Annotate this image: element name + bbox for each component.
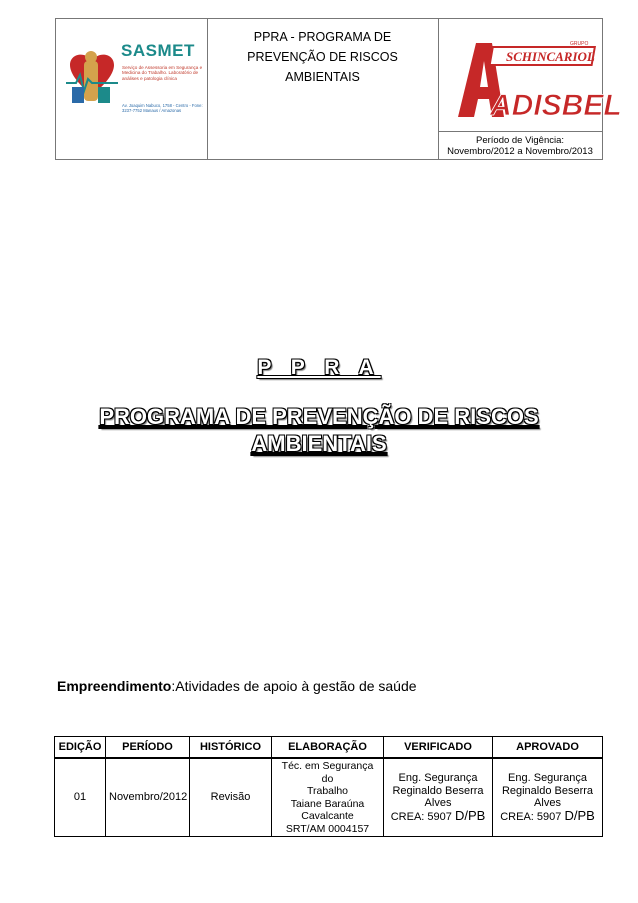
header-historico: HISTÓRICO	[190, 737, 272, 759]
table-header-row	[55, 737, 603, 759]
vigencia-label: Período de Vigência:	[475, 135, 565, 146]
header-title-line-3: AMBIENTAIS	[285, 70, 360, 84]
header-periodo: PERÍODO	[106, 737, 190, 759]
cell-aprovado	[493, 758, 603, 837]
program-title-line-2: AMBIENTAIS	[251, 431, 387, 456]
cell-verificado	[384, 758, 493, 837]
cell-periodo: Novembro/2012	[106, 758, 190, 837]
sasmet-logo-cell	[56, 19, 208, 159]
aprovado-line-1: Eng. Segurança	[508, 772, 587, 784]
verificado-uf: D/PB	[454, 807, 486, 823]
sasmet-name: SASMET	[121, 41, 195, 60]
verificado-line-1: Eng. Segurança	[398, 772, 478, 784]
approval-table	[54, 736, 603, 837]
elaboracao-line-5: SRT/AM 0004157	[285, 822, 370, 835]
sasmet-emblem-icon	[64, 43, 120, 113]
adisbel-brand-top: SCHINCARIOL	[506, 49, 595, 64]
elaboracao-line-1: Téc. em Segurança do	[281, 760, 374, 785]
adisbel-logo-cell	[438, 19, 622, 159]
ppra-acronym: P P R A	[257, 356, 381, 379]
aprovado-uf: D/PB	[564, 807, 595, 823]
elaboracao-line-2: Trabalho	[306, 785, 349, 797]
empreendimento-value: Atividades de apoio à gestão de saúde	[175, 678, 417, 694]
elaboracao-line-4: Cavalcante	[301, 810, 354, 822]
empreendimento: Empreendimento:Atividades de apoio à gestão de saúde	[57, 678, 417, 694]
program-title-line-1: PROGRAMA DE PREVENÇÃO DE RISCOS	[99, 404, 539, 429]
sasmet-tagline: Serviço de Assessoria em Segurança e Medicina do Trabalho. Laboratório de análises e patologia clínica	[122, 65, 203, 81]
vigencia-box	[438, 131, 602, 159]
cell-elaboracao	[272, 758, 384, 837]
adisbel-brand-main: ADISBEL	[490, 89, 622, 122]
aprovado-crea: CREA: 5907	[500, 810, 562, 823]
header-title	[207, 27, 438, 87]
verificado-crea: CREA: 5907	[390, 810, 452, 823]
program-title	[0, 403, 638, 457]
document-header	[55, 18, 622, 160]
header-title-cell	[207, 19, 439, 159]
adisbel-logo	[452, 29, 622, 122]
adisbel-group-label: GRUPO	[570, 41, 589, 47]
cell-edicao: 01	[55, 758, 106, 837]
header-edicao: EDIÇÃO	[55, 737, 106, 759]
header-aprovado: APROVADO	[493, 737, 603, 759]
empreendimento-label: Empreendimento	[57, 678, 172, 694]
header-elaboracao: ELABORAÇÃO	[272, 737, 384, 759]
verificado-line-4	[387, 807, 489, 824]
aprovado-line-4	[496, 807, 599, 824]
header-verificado: VERIFICADO	[384, 737, 493, 759]
header-title-line-1: PPRA - PROGRAMA DE	[253, 30, 392, 44]
aprovado-line-3: Alves	[534, 797, 561, 809]
sasmet-address: Av. Joaquim Nabuco, 1758 - Centro - Fone: 3237-7752 Manaus / Amazonas	[122, 103, 203, 113]
vigencia-value: Novembro/2012 a Novembro/2013	[447, 146, 593, 157]
verificado-line-3: Alves	[424, 797, 452, 809]
sasmet-logo	[64, 43, 202, 123]
table-row	[55, 758, 603, 837]
elaboracao-line-3: Taiane Baraúna	[290, 797, 365, 810]
cell-historico: Revisão	[190, 758, 272, 837]
verificado-line-2: Reginaldo Beserra	[392, 784, 484, 797]
aprovado-line-2: Reginaldo Beserra	[501, 784, 594, 797]
header-title-line-2: PREVENÇÃO DE RISCOS	[247, 50, 398, 64]
